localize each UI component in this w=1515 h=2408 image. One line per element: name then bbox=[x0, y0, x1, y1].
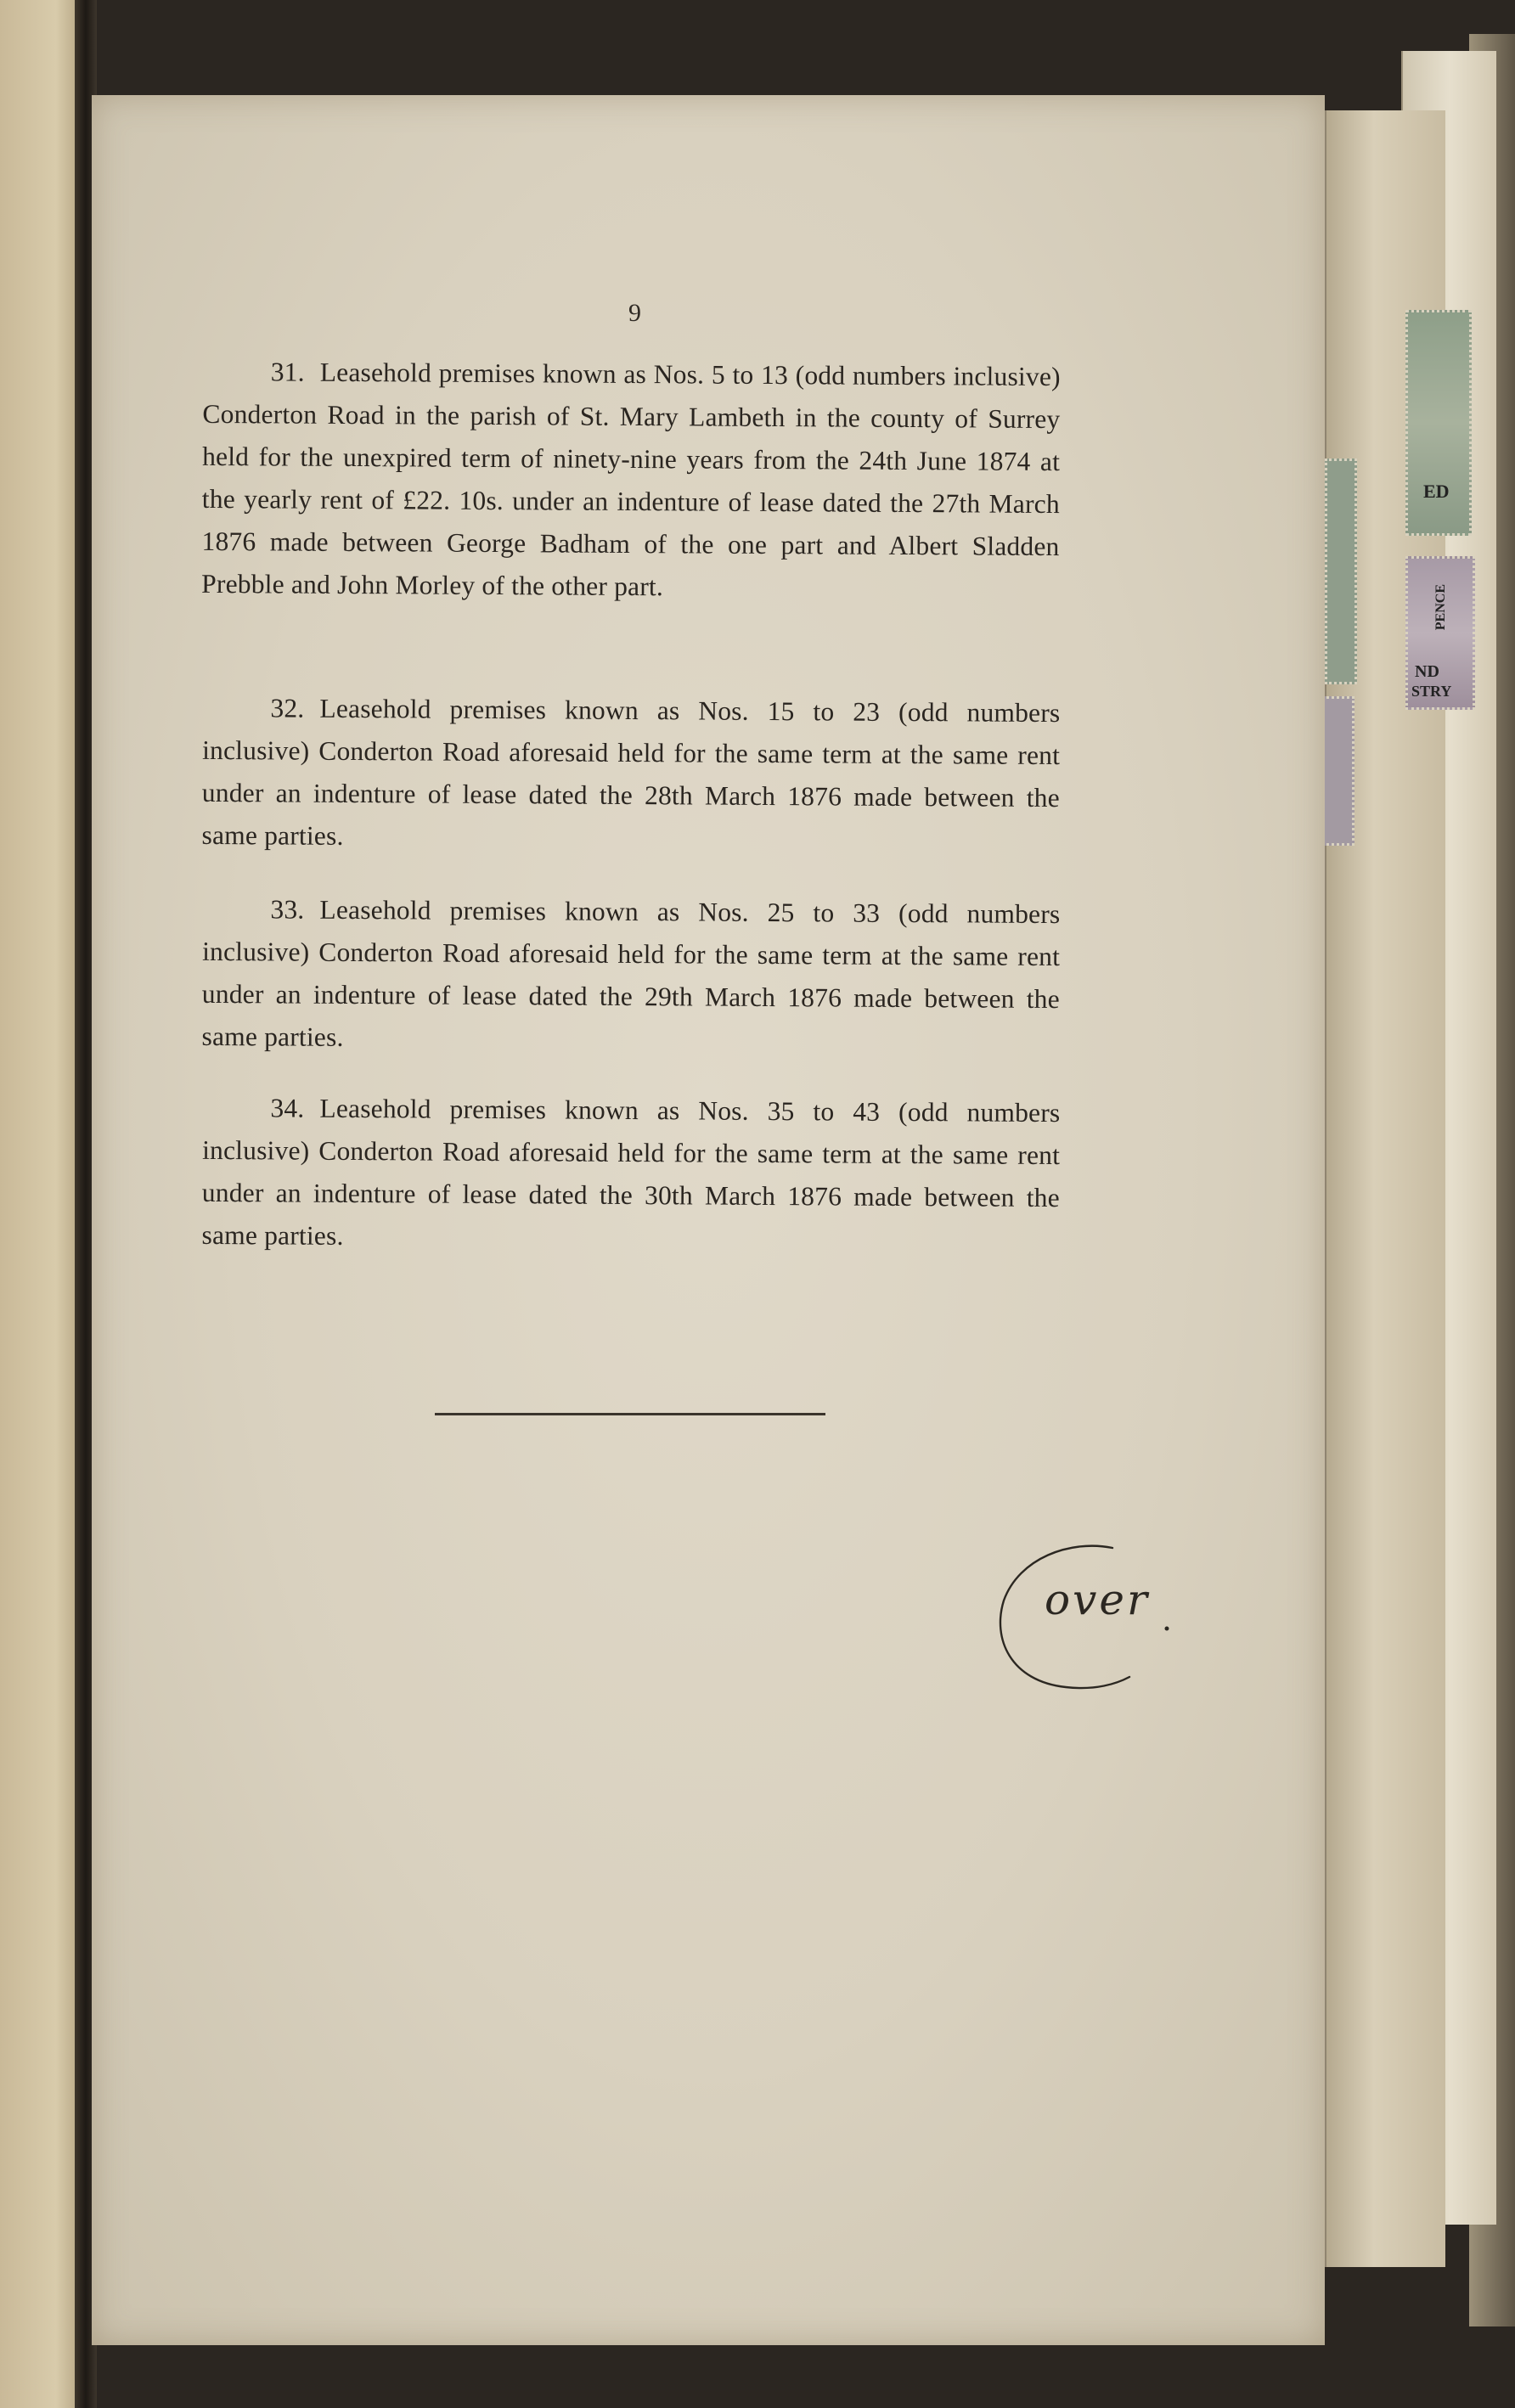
revenue-stamp-purple bbox=[1405, 556, 1475, 710]
revenue-stamp-green-partial bbox=[1325, 459, 1357, 684]
paragraph-34 bbox=[201, 1087, 1060, 1262]
revenue-stamp-green bbox=[1405, 310, 1472, 536]
paragraph-32 bbox=[201, 687, 1060, 862]
stamp-label: ED bbox=[1423, 481, 1450, 502]
paragraph-31 bbox=[201, 351, 1061, 610]
paragraph-number: 33. bbox=[270, 894, 305, 925]
revenue-stamp-purple-partial bbox=[1321, 696, 1354, 846]
section-divider bbox=[435, 1413, 825, 1415]
paragraph-number: 31. bbox=[270, 357, 305, 387]
paragraph-text: Leasehold premises known as Nos. 35 to 43 (odd numbers inclusive) Conderton Road aforesaid held for the same term at the same rent under an indenture of lease dated the 30th March 1876 made between the same parties. bbox=[201, 1093, 1061, 1251]
paragraph-33 bbox=[201, 888, 1060, 1063]
paragraph-number: 32. bbox=[270, 693, 305, 723]
stamp-label: PENCE bbox=[1433, 584, 1448, 631]
registry-label-1: ND bbox=[1415, 662, 1439, 681]
paragraph-text: Leasehold premises known as Nos. 15 to 23 (odd numbers inclusive) Conderton Road aforesaid held for the same term at the same rent under an indenture of lease dated the 28th March 1876 made between the same parties. bbox=[201, 693, 1061, 851]
paragraph-text: Leasehold premises known as Nos. 25 to 33 (odd numbers inclusive) Conderton Road aforesaid held for the same term at the same rent under an indenture of lease dated the 29th March 1876 made between the same parties. bbox=[201, 894, 1061, 1052]
registry-label-2: STRY bbox=[1411, 683, 1452, 700]
paragraph-text: Leasehold premises known as Nos. 5 to 13 (odd numbers inclusive) Conderton Road in the parish of St. Mary Lambeth in the county of Surrey held for the unexpired term of ninety-nine years from the 24th June 1874 at the yearly rent of £22. 10s. under an indenture of lease dated the 27th March 1876 made between George Badham of the one part and Albert Sladden Prebble and John Morley of the other part. bbox=[201, 357, 1061, 602]
paragraph-number: 34. bbox=[270, 1093, 305, 1123]
handwritten-note-text: over bbox=[1045, 1575, 1150, 1624]
handwritten-cover-note bbox=[985, 1541, 1172, 1698]
page-number: 9 bbox=[628, 299, 641, 327]
